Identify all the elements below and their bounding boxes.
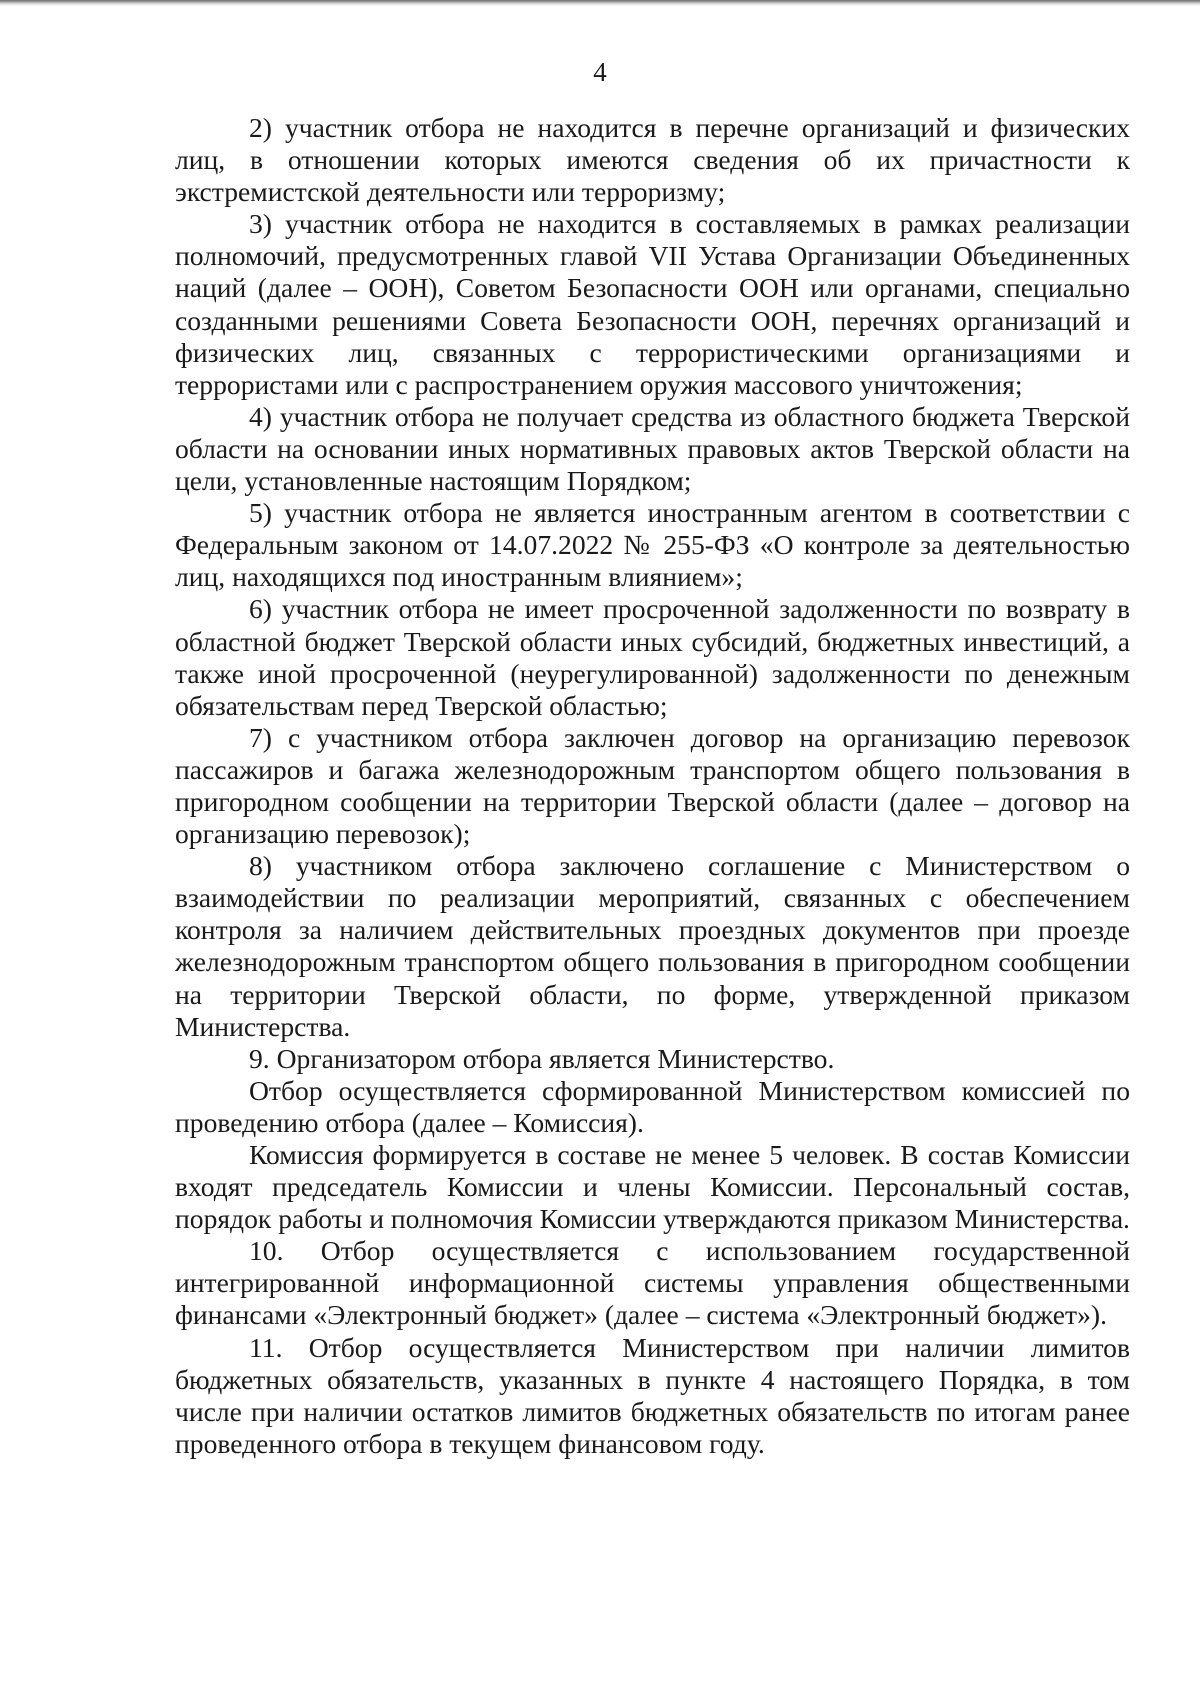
paragraph-item-5: 5) участник отбора не является иностранным агентом в соответствии с Федеральным законом от 14.07.2022 № 255-ФЗ «О контроле за деятельностью лиц, находящихся под иностранным влиянием»; <box>175 497 1130 593</box>
paragraph-item-4: 4) участник отбора не получает средства из областного бюджета Тверской области на основании иных нормативных правовых актов Тверской области на цели, установленные настоящим Порядком; <box>175 400 1130 497</box>
paragraph-item-2: 2) участник отбора не находится в перечне организаций и физических лиц, в отношении которых имеются сведения об их причастности к экстремистской деятельности или терроризму; <box>175 112 1130 208</box>
paragraph-item-6: 6) участник отбора не имеет просроченной задолженности по возврату в областной бюджет Тверской области иных субсидий, бюджетных инвестиций, а также иной просроченной (неурегулированной) задолженности по денежным обязательствам перед Тверской областью; <box>175 593 1130 721</box>
document-body <box>175 112 1130 1460</box>
paragraph-item-8: 8) участником отбора заключено соглашение с Министерством о взаимодействии по реализации мероприятий, связанных с обеспечением контроля за наличием действительных проездных документов при проезде железнодорожным транспортом общего пользования в пригородном сообщении на территории Тверской области, по форме, утвержденной приказом Министерства. <box>175 850 1130 1042</box>
scan-top-edge <box>0 0 1200 6</box>
paragraph-section-9: 9. Организатором отбора является Министерство. <box>249 1042 835 1074</box>
paragraph-section-11: 11. Отбор осуществляется Министерством при наличии лимитов бюджетных обязательств, указанных в пункте 4 настоящего Порядка, в том числе при наличии остатков лимитов бюджетных обязательств по итогам ранее проведенного отбора в текущем финансовом году. <box>175 1331 1130 1459</box>
paragraph-section-10: 10. Отбор осуществляется с использованием государственной интегрированной информационной системы управления общественными финансами «Электронный бюджет» (далее – система «Электронный бюджет»). <box>175 1235 1130 1331</box>
paragraph-item-7: 7) с участником отбора заключен договор на организацию перевозок пассажиров и багажа железнодорожным транспортом общего пользования в пригородном сообщении на территории Тверской области (далее – договор на организацию перевозок); <box>175 721 1130 850</box>
paragraph-item-3: 3) участник отбора не находится в составляемых в рамках реализации полномочий, предусмотренных главой VII Устава Организации Объединенных наций (далее – ООН), Советом Безопасности ООН или органами, специально созданными решениями Совета Безопасности ООН, перечнях организаций и физических лиц, связанных с террористическими организациями и террористами или с распространением оружия массового уничтожения; <box>175 208 1130 400</box>
paragraph-commission-selection: Отбор осуществляется сформированной Министерством комиссией по проведению отбора (далее – Комиссия). <box>175 1074 1130 1138</box>
paragraph-commission-composition: Комиссия формируется в составе не менее 5 человек. В состав Комиссии входят председатель Комиссии и члены Комиссии. Персональный состав, порядок работы и полномочия Комиссии утверждаются приказом Министерства. <box>175 1139 1130 1235</box>
page-number: 4 <box>593 57 607 87</box>
